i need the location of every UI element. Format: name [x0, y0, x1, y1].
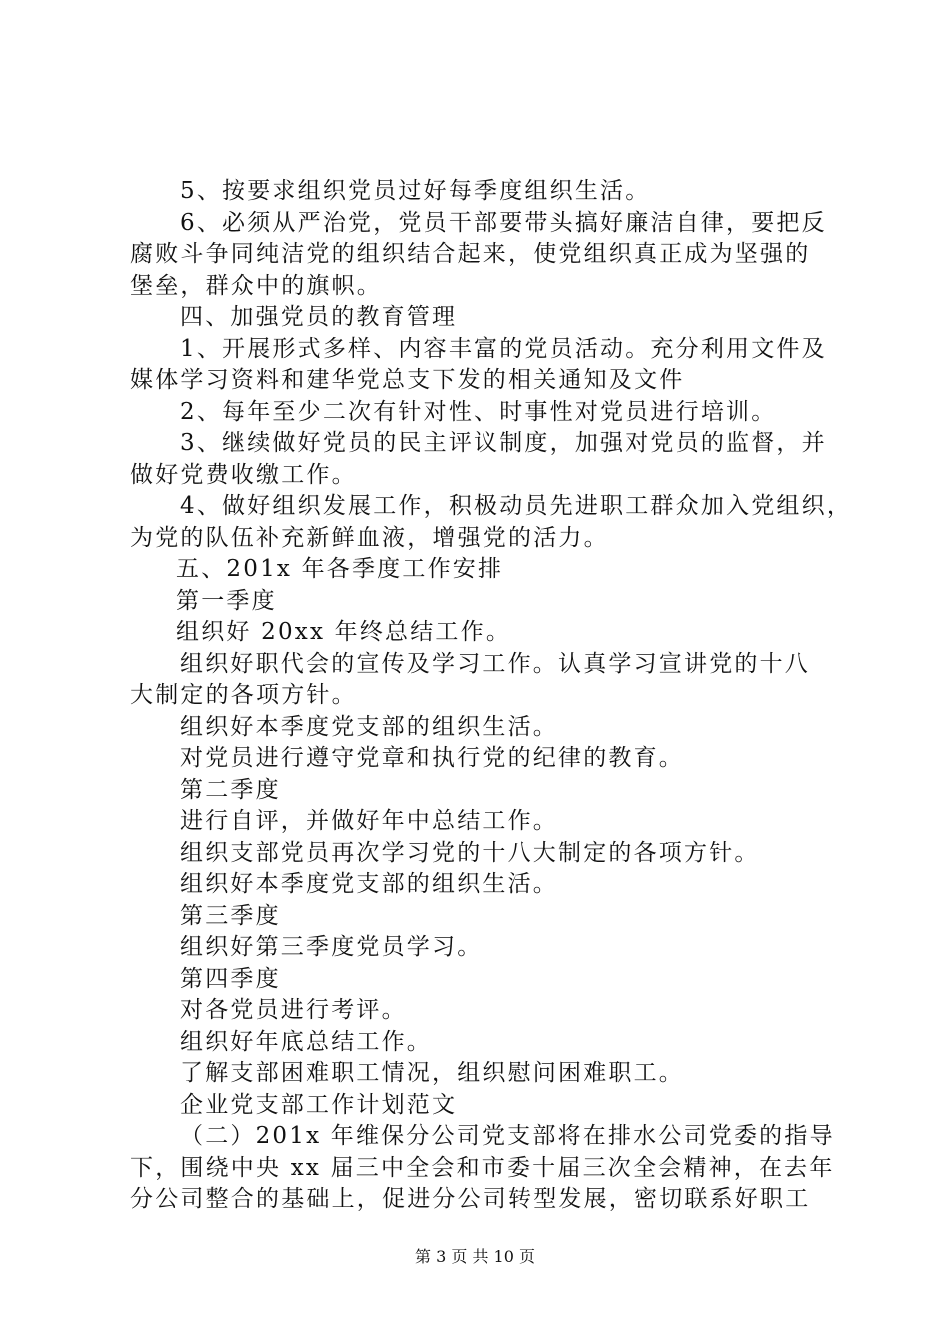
paragraph-line: （二）201x 年维保分公司党支部将在排水公司党委的指导 — [180, 1123, 835, 1149]
paragraph-line: 组织好 20xx 年终总结工作。 — [176, 619, 512, 645]
subsection-heading: 第三季度 — [180, 902, 281, 929]
paragraph-line: 为党的队伍补充新鲜血液，增强党的活力。 — [130, 524, 609, 551]
paragraph-line: 对党员进行遵守党章和执行党的纪律的教育。 — [180, 745, 684, 771]
paragraph-line: 组织好职代会的宣传及学习工作。认真学习宣讲党的十八 — [180, 650, 810, 677]
section-heading: 企业党支部工作计划范文 — [180, 1091, 458, 1118]
paragraph-line: 4、做好组织发展工作，积极动员先进职工群众加入党组织， — [180, 493, 853, 519]
paragraph-line: 1、开展形式多样、内容丰富的党员活动。充分利用文件及 — [180, 335, 827, 362]
paragraph-line: 3、继续做好党员的民主评议制度，加强对党员的监督，并 — [180, 430, 827, 456]
paragraph-line: 对各党员进行考评。 — [180, 997, 407, 1023]
subsection-heading: 第四季度 — [180, 965, 281, 992]
paragraph-line: 组织好第三季度党员学习。 — [180, 934, 483, 960]
paragraph-line: 进行自评，并做好年中总结工作。 — [180, 808, 558, 834]
paragraph-line: 下，围绕中央 xx 届三中全会和市委十届三次全会精神，在去年 — [130, 1154, 835, 1181]
paragraph-line: 2、每年至少二次有针对性、时事性对党员进行培训。 — [180, 398, 777, 425]
paragraph-line: 6、必须从严治党，党员干部要带头搞好廉洁自律，要把反 — [180, 209, 827, 236]
paragraph-line: 组织好本季度党支部的组织生活。 — [180, 871, 558, 897]
page-number: 第 3 页 共 10 页 — [415, 1247, 535, 1266]
paragraph-line: 分公司整合的基础上，促进分公司转型发展，密切联系好职工 — [130, 1186, 811, 1212]
paragraph-line: 5、按要求组织党员过好每季度组织生活。 — [180, 178, 651, 204]
section-heading: 五、201x 年各季度工作安排 — [176, 556, 504, 582]
paragraph-line: 做好党费收缴工作。 — [130, 461, 357, 488]
paragraph-line: 大制定的各项方针。 — [130, 682, 357, 708]
paragraph-line: 组织好本季度党支部的组织生活。 — [180, 713, 558, 740]
page-footer — [0, 1244, 950, 1267]
paragraph-line: 组织好年底总结工作。 — [180, 1028, 432, 1055]
paragraph-line: 组织支部党员再次学习党的十八大制定的各项方针。 — [180, 839, 760, 866]
paragraph-line: 媒体学习资料和建华党总支下发的相关通知及文件 — [130, 367, 685, 393]
document-body — [130, 176, 853, 1216]
subsection-heading: 第二季度 — [180, 776, 281, 803]
paragraph-line: 了解支部困难职工情况，组织慰问困难职工。 — [180, 1060, 684, 1086]
paragraph-line: 堡垒，群众中的旗帜。 — [130, 272, 382, 299]
section-heading: 四、加强党员的教育管理 — [180, 304, 458, 330]
subsection-heading: 第一季度 — [176, 587, 277, 614]
paragraph-line: 腐败斗争同纯洁党的组织结合起来，使党组织真正成为坚强的 — [130, 241, 811, 267]
